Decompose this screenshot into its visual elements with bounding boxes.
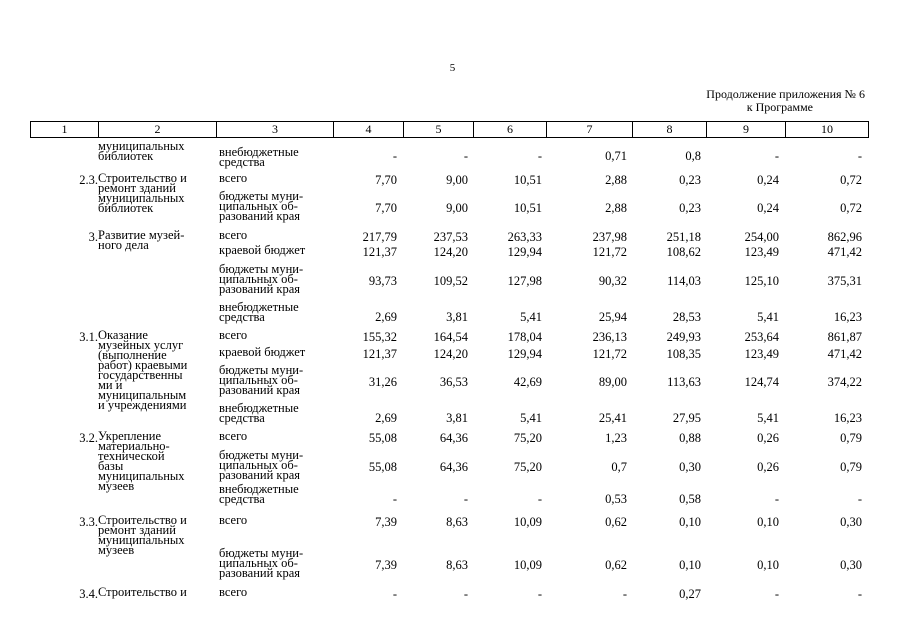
measure-name: Строительство и ремонт зданий муниципальных библиотек (98, 171, 187, 215)
row-number: 3.3. (79, 515, 98, 529)
funding-source: бюджеты муни- ципальных об- разований края (219, 189, 304, 223)
funding-source: внебюджетные средства (219, 482, 299, 506)
value-col-5: - (463, 587, 468, 601)
value-col-4: 7,39 (375, 515, 397, 529)
value-col-6: 263,33 (507, 230, 542, 244)
value-col-10: 16,23 (833, 411, 862, 425)
value-col-6: 10,09 (513, 515, 542, 529)
funding-source: всего (219, 513, 248, 527)
value-col-8: 0,10 (679, 558, 701, 572)
value-col-7: 1,23 (605, 431, 627, 445)
value-col-9: 123,49 (744, 245, 779, 259)
value-col-8: 0,88 (679, 431, 701, 445)
value-col-9: 0,10 (757, 558, 779, 572)
value-col-7: 0,62 (605, 558, 627, 572)
value-col-5: 64,36 (439, 460, 468, 474)
header-col-4: 4 (334, 122, 404, 138)
value-col-8: 114,03 (667, 274, 701, 288)
value-col-10: 0,30 (840, 515, 862, 529)
value-col-8: 249,93 (666, 330, 701, 344)
value-col-9: 0,26 (757, 460, 779, 474)
header-col-10: 10 (786, 122, 869, 138)
value-col-4: 7,70 (375, 201, 397, 215)
measure-name: Укрепление материально- технической базы муниципальных музеев (98, 429, 185, 493)
value-col-10: 0,30 (840, 558, 862, 572)
value-col-4: 31,26 (368, 375, 397, 389)
value-col-5: 124,20 (433, 347, 468, 361)
value-col-6: 42,69 (513, 375, 542, 389)
value-col-9: 254,00 (744, 230, 779, 244)
header-col-8: 8 (633, 122, 707, 138)
value-col-4: 121,37 (362, 245, 397, 259)
value-col-8: 0,23 (679, 201, 701, 215)
value-col-5: 8,63 (446, 558, 468, 572)
funding-source: внебюджетные средства (219, 145, 299, 169)
value-col-10: 862,96 (827, 230, 862, 244)
value-col-4: 217,79 (362, 230, 397, 244)
value-col-10: 16,23 (833, 310, 862, 324)
value-col-8: 0,58 (679, 492, 701, 506)
value-col-5: - (463, 149, 468, 163)
value-col-10: 471,42 (827, 245, 862, 259)
funding-source: бюджеты муни- ципальных об- разований края (219, 363, 304, 397)
value-col-7: 0,7 (611, 460, 627, 474)
value-col-9: 253,64 (744, 330, 779, 344)
value-col-8: 251,18 (666, 230, 701, 244)
value-col-4: 7,70 (375, 173, 397, 187)
value-col-4: 7,39 (375, 558, 397, 572)
value-col-9: - (774, 587, 779, 601)
value-col-5: 9,00 (446, 201, 468, 215)
value-col-10: - (857, 587, 862, 601)
value-col-10: 0,72 (840, 201, 862, 215)
value-col-8: 113,63 (667, 375, 701, 389)
value-col-6: 10,51 (513, 201, 542, 215)
value-col-5: 9,00 (446, 173, 468, 187)
value-col-9: 0,24 (757, 173, 779, 187)
value-col-7: 121,72 (592, 347, 627, 361)
funding-source: краевой бюджет (219, 243, 306, 257)
value-col-6: 129,94 (507, 347, 542, 361)
value-col-5: 3,81 (446, 310, 468, 324)
value-col-6: - (537, 587, 542, 601)
funding-source: всего (219, 585, 248, 599)
header-col-1: 1 (31, 122, 99, 138)
funding-source: бюджеты муни- ципальных об- разований края (219, 546, 304, 580)
value-col-7: 2,88 (605, 173, 627, 187)
value-col-5: - (463, 492, 468, 506)
value-col-4: 155,32 (362, 330, 397, 344)
value-col-9: 0,26 (757, 431, 779, 445)
value-col-8: 108,62 (666, 245, 701, 259)
value-col-6: 75,20 (513, 431, 542, 445)
value-col-7: 0,71 (605, 149, 627, 163)
funding-source: всего (219, 328, 248, 342)
row-number: 3. (88, 230, 98, 244)
value-col-10: - (857, 492, 862, 506)
value-col-5: 8,63 (446, 515, 468, 529)
value-col-10: 0,79 (840, 431, 862, 445)
value-col-9: 5,41 (757, 310, 779, 324)
appendix-line-1: Продолжение приложения № 6 (706, 87, 865, 101)
value-col-7: 121,72 (592, 245, 627, 259)
value-col-5: 237,53 (433, 230, 468, 244)
value-col-4: - (392, 492, 397, 506)
value-col-4: 93,73 (368, 274, 397, 288)
header-col-9: 9 (707, 122, 786, 138)
value-col-5: 64,36 (439, 431, 468, 445)
value-col-6: 10,09 (513, 558, 542, 572)
row-number: 3.2. (79, 431, 98, 445)
measure-name: Строительство и ремонт зданий муниципальных музеев (98, 513, 187, 557)
value-col-7: 89,00 (598, 375, 627, 389)
value-col-7: 0,62 (605, 515, 627, 529)
header-col-7: 7 (547, 122, 633, 138)
funding-source: бюджеты муни- ципальных об- разований края (219, 262, 304, 296)
appendix-caption (706, 88, 865, 114)
column-number-header (30, 121, 869, 138)
funding-source: внебюджетные средства (219, 401, 299, 425)
value-col-9: 0,24 (757, 201, 779, 215)
header-row (31, 122, 869, 138)
measure-name: Развитие музей- ного дела (98, 228, 185, 252)
measure-name: Оказание музейных услуг (выполнение работ) краевыми государственны ми и муниципальным и учреждениями (98, 328, 188, 412)
value-col-6: 75,20 (513, 460, 542, 474)
value-col-7: 25,41 (598, 411, 627, 425)
value-col-7: - (622, 587, 627, 601)
value-col-6: - (537, 149, 542, 163)
value-col-7: 2,88 (605, 201, 627, 215)
value-col-10: 0,79 (840, 460, 862, 474)
value-col-4: 2,69 (375, 411, 397, 425)
measure-name: Строительство и (98, 585, 187, 599)
value-col-7: 237,98 (592, 230, 627, 244)
value-col-9: 123,49 (744, 347, 779, 361)
value-col-5: 36,53 (439, 375, 468, 389)
funding-source: всего (219, 429, 248, 443)
header-col-6: 6 (474, 122, 547, 138)
value-col-8: 0,23 (679, 173, 701, 187)
appendix-line-2: к Программе (746, 100, 813, 114)
value-col-8: 28,53 (672, 310, 701, 324)
value-col-4: - (392, 149, 397, 163)
value-col-6: 178,04 (507, 330, 542, 344)
value-col-7: 236,13 (592, 330, 627, 344)
value-col-8: 108,35 (666, 347, 701, 361)
value-col-9: 124,74 (744, 375, 779, 389)
value-col-6: - (537, 492, 542, 506)
value-col-10: 374,22 (827, 375, 862, 389)
value-col-9: - (774, 149, 779, 163)
value-col-7: 25,94 (598, 310, 627, 324)
value-col-7: 90,32 (598, 274, 627, 288)
funding-source: всего (219, 228, 248, 242)
funding-source: внебюджетные средства (219, 300, 299, 324)
value-col-4: 55,08 (368, 431, 397, 445)
row-number: 3.4. (79, 587, 98, 601)
value-col-8: 0,10 (679, 515, 701, 529)
row-number: 2.3. (79, 173, 98, 187)
value-col-5: 164,54 (433, 330, 468, 344)
value-col-5: 3,81 (446, 411, 468, 425)
funding-source: всего (219, 171, 248, 185)
value-col-10: 0,72 (840, 173, 862, 187)
funding-source: бюджеты муни- ципальных об- разований края (219, 448, 304, 482)
header-col-3: 3 (217, 122, 334, 138)
value-col-5: 109,52 (433, 274, 468, 288)
value-col-9: 125,10 (744, 274, 779, 288)
row-number: 3.1. (79, 330, 98, 344)
value-col-6: 10,51 (513, 173, 542, 187)
value-col-8: 0,27 (679, 587, 701, 601)
value-col-8: 0,30 (679, 460, 701, 474)
measure-name: муниципальных библиотек (98, 139, 185, 163)
value-col-10: 471,42 (827, 347, 862, 361)
value-col-10: 861,87 (827, 330, 862, 344)
value-col-6: 129,94 (507, 245, 542, 259)
value-col-9: 0,10 (757, 515, 779, 529)
value-col-6: 127,98 (507, 274, 542, 288)
value-col-4: - (392, 587, 397, 601)
page-number: 5 (449, 62, 456, 74)
value-col-5: 124,20 (433, 245, 468, 259)
value-col-4: 55,08 (368, 460, 397, 474)
value-col-8: 27,95 (672, 411, 701, 425)
value-col-6: 5,41 (520, 310, 542, 324)
value-col-7: 0,53 (605, 492, 627, 506)
header-col-5: 5 (404, 122, 474, 138)
funding-source: краевой бюджет (219, 345, 306, 359)
value-col-8: 0,8 (685, 149, 701, 163)
header-col-2: 2 (99, 122, 217, 138)
value-col-9: - (774, 492, 779, 506)
value-col-6: 5,41 (520, 411, 542, 425)
value-col-4: 121,37 (362, 347, 397, 361)
value-col-4: 2,69 (375, 310, 397, 324)
value-col-10: - (857, 149, 862, 163)
value-col-9: 5,41 (757, 411, 779, 425)
value-col-10: 375,31 (827, 274, 862, 288)
